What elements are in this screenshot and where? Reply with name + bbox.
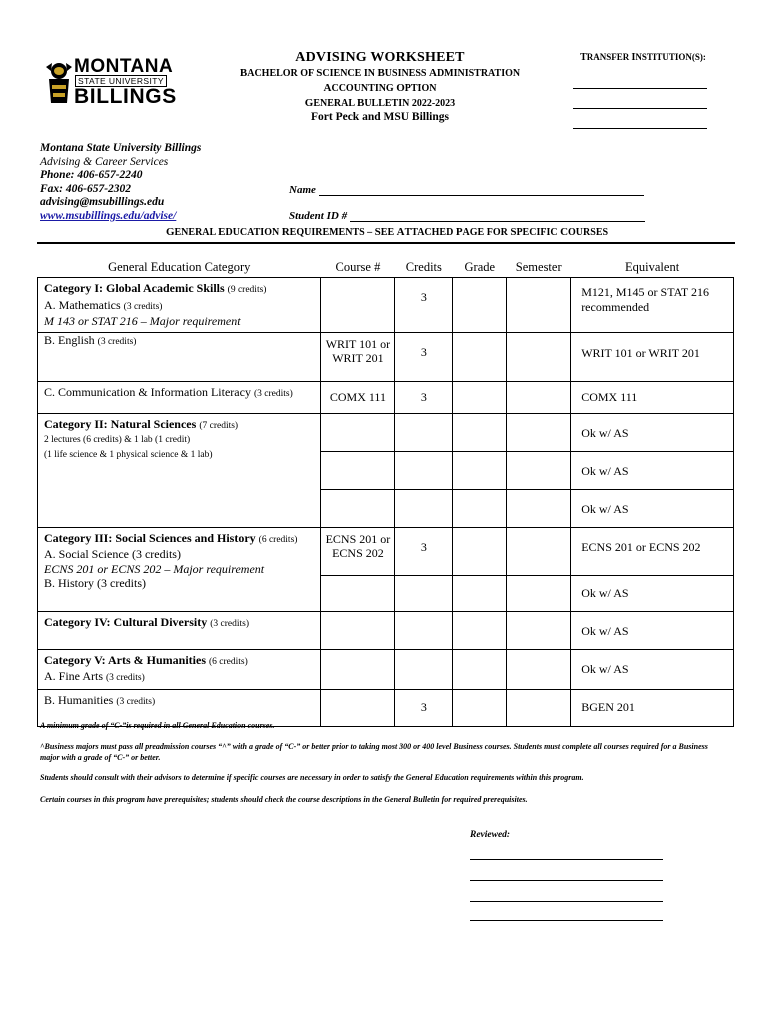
header-grade: Grade [464,259,496,274]
equivalent-cell: Ok w/ AS [571,451,734,489]
logo-line-montana: MONTANA [74,56,174,77]
table-row [38,527,734,575]
cat4-cultural-diversity-cell: Category IV: Cultural Diversity (3 credits) [38,611,321,649]
transfer-label: TRANSFER INSTITUTION(S): [580,52,706,63]
transfer-field-2[interactable] [573,89,707,109]
equivalent-cell: Ok w/ AS [571,649,734,689]
reviewed-line-2[interactable] [470,868,663,881]
grade-input[interactable] [453,575,507,611]
note-minimum-grade: A minimum grade of “C-”is required in all General Education courses. [40,721,275,730]
grade-input[interactable] [453,489,507,527]
equivalent-cell: COMX 111 [571,381,734,413]
course-input[interactable] [321,611,395,649]
credits-cell: 3 [395,527,453,575]
table-row [38,413,734,451]
contact-university: Montana State University Billings [40,142,202,154]
credits-cell: 3 [395,381,453,413]
gen-ed-heading: GENERAL EDUCATION REQUIREMENTS – SEE ATTACHED PAGE FOR SPECIFIC COURSES [165,226,609,238]
header-equivalent: Equivalent [625,259,680,274]
grade-input[interactable] [453,413,507,451]
transfer-field-1[interactable] [573,69,707,89]
grade-input[interactable] [453,649,507,689]
contact-phone: Phone: 406-657-2240 [40,169,143,182]
credits-cell: 3 [395,332,453,381]
semester-input[interactable] [507,278,571,333]
semester-input[interactable] [507,575,571,611]
university-logo [46,58,198,108]
equivalent-cell: WRIT 101 or WRIT 201 [571,332,734,381]
cat1-communication-cell: C. Communication & Information Literacy (3 credits) [38,381,321,413]
credits-cell: 3 [395,689,453,726]
table-row [38,381,734,413]
header-course: Course # [335,259,381,274]
course-input[interactable] [321,489,395,527]
equivalent-cell: BGEN 201 [571,689,734,726]
reviewed-line-3[interactable] [470,889,663,902]
table-row [38,332,734,381]
option-line: ACCOUNTING OPTION [323,82,437,94]
course-input[interactable] [321,575,395,611]
heading-rule [37,242,735,244]
page-title: ADVISING WORKSHEET [295,50,465,65]
grade-input[interactable] [453,451,507,489]
semester-input[interactable] [507,381,571,413]
student-fields [289,170,645,222]
header-credits: Credits [405,259,442,274]
course-cell: COMX 111 [321,381,395,413]
contact-block [40,142,201,224]
equivalent-cell: Ok w/ AS [571,413,734,451]
header-category: General Education Category [108,259,251,274]
table-row [38,649,734,689]
yellowjacket-mascot-icon [46,61,72,105]
semester-input[interactable] [507,451,571,489]
name-field[interactable] [319,183,644,196]
credits-input[interactable] [395,649,453,689]
reviewed-line-4[interactable] [470,908,663,921]
degree-line: BACHELOR OF SCIENCE IN BUSINESS ADMINISTRATION [239,67,521,79]
table-row [38,278,734,333]
course-input[interactable] [321,451,395,489]
header-semester: Semester [515,259,562,274]
course-input[interactable] [321,649,395,689]
cat1-math-cell: Category I: Global Academic Skills (9 credits) A. Mathematics (3 credits) M 143 or STAT 216 – Major requirement [38,278,321,333]
table-header-row [38,257,734,278]
credits-input[interactable] [395,413,453,451]
cat5-fine-arts-cell: Category V: Arts & Humanities (6 credits) A. Fine Arts (3 credits) [38,649,321,689]
credits-input[interactable] [395,611,453,649]
course-input[interactable] [321,278,395,333]
location-line: Fort Peck and MSU Billings [310,111,449,123]
course-cell: ECNS 201 or ECNS 202 [321,527,395,575]
reviewed-line-1[interactable] [470,847,663,860]
transfer-institutions [573,52,713,129]
semester-input[interactable] [507,649,571,689]
contact-website-link[interactable]: www.msubillings.edu/advise/ [40,209,177,222]
equivalent-cell: M121, M145 or STAT 216 recommended [571,278,734,333]
table-row [38,611,734,649]
grade-input[interactable] [453,332,507,381]
grade-input[interactable] [453,527,507,575]
cat2-natural-sciences-cell: Category II: Natural Sciences (7 credits) 2 lectures (6 credits) & 1 lab (1 credit) (1 life science & 1 physical science & 1 lab) [38,413,321,527]
credits-cell: 3 [395,278,453,333]
equivalent-cell: ECNS 201 or ECNS 202 [571,527,734,575]
logo-line-billings: BILLINGS [74,85,177,108]
note-prerequisites: Certain courses in this program have prerequisites; students should check the course descriptions in the General Bulletin for required prerequisites. [40,795,528,804]
equivalent-cell: Ok w/ AS [571,489,734,527]
semester-input[interactable] [507,611,571,649]
semester-input[interactable] [507,527,571,575]
transfer-field-3[interactable] [573,109,707,129]
equivalent-cell: Ok w/ AS [571,575,734,611]
equivalent-cell: Ok w/ AS [571,611,734,649]
cat1-english-cell: B. English (3 credits) [38,332,321,381]
semester-input[interactable] [507,332,571,381]
grade-input[interactable] [453,381,507,413]
name-label: Name [289,184,316,196]
logo-line-state-university: STATE UNIVERSITY [75,75,167,87]
grade-input[interactable] [453,611,507,649]
note-consult-advisors: Students should consult with their advisors to determine if specific courses are necessary in order to satisfy the General Education requirements within this program. [40,773,584,782]
cat3-social-sciences-cell: Category III: Social Sciences and History (6 credits) A. Social Science (3 credits) ECNS 201 or ECNS 202 – Major requirement B. History (3 credits) [38,527,321,611]
semester-input[interactable] [507,413,571,451]
gen-ed-table [37,257,734,727]
document-header [200,50,560,123]
credits-input[interactable] [395,489,453,527]
bulletin-line: GENERAL BULLETIN 2022-2023 [304,97,456,109]
semester-input[interactable] [507,489,571,527]
student-id-label: Student ID # [289,210,348,222]
contact-email: advising@msubillings.edu [40,196,165,209]
credits-input[interactable] [395,575,453,611]
credits-input[interactable] [395,451,453,489]
note-business-majors: ^Business majors must pass all preadmission courses “^” with a grade of “C-” or better prior to taking most 300 or 400 level Business courses. Students must complete all courses required for a Business major with a grade of “C-” or better. [40,742,708,762]
student-id-field[interactable] [350,209,645,222]
grade-input[interactable] [453,278,507,333]
contact-department: Advising & Career Services [40,155,169,168]
course-input[interactable] [321,413,395,451]
reviewed-label: Reviewed: [470,830,511,840]
cat5-humanities-cell: B. Humanities (3 credits) [38,689,321,726]
contact-fax: Fax: 406-657-2302 [40,182,132,195]
course-cell: WRIT 101 or WRIT 201 [321,332,395,381]
